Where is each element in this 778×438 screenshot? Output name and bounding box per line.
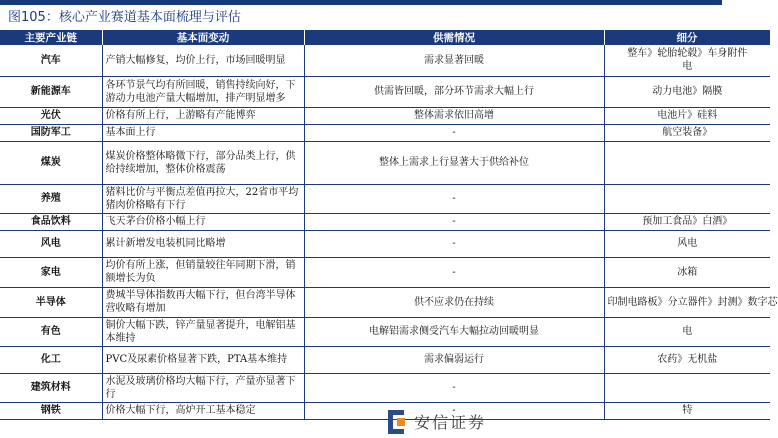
cell-supply: - [304, 230, 604, 257]
cell-supply: 需求偏弱运行 [304, 346, 604, 373]
cell-segment: 预加工食品》白酒》 [604, 213, 770, 230]
cell-industry: 半导体 [0, 287, 102, 317]
cell-industry: 家电 [0, 257, 102, 287]
cell-change: 铜价大幅下跌，锌产量显著提升，电解铝基本维持 [102, 317, 304, 346]
header-segment: 细分 [604, 30, 770, 45]
cell-industry: 有色 [0, 317, 102, 346]
cell-supply: 整体上需求上行显著大于供给补位 [304, 141, 604, 184]
cell-industry: 建筑材料 [0, 373, 102, 402]
cell-supply: - [304, 184, 604, 213]
cell-supply: 需求显著回暖 [304, 45, 604, 76]
table-row [0, 107, 770, 124]
cell-segment [604, 373, 770, 402]
brand-watermark [388, 408, 518, 435]
cell-segment: 电池片》硅料 [604, 107, 770, 124]
cell-supply: - [304, 402, 604, 419]
cell-segment: 动力电池》隔膜 [604, 76, 770, 107]
cell-change: 猪料比价与平衡点差值再拉大，22省市平均猪肉价格略有下行 [102, 184, 304, 213]
cell-change: 煤炭价格整体略微下行，部分品类上行，供给持续增加，整体价格震荡 [102, 141, 304, 184]
table-row [0, 141, 770, 184]
industry-table [0, 30, 778, 420]
table-row [0, 213, 770, 230]
cell-industry: 钢铁 [0, 402, 102, 419]
cell-supply: - [304, 213, 604, 230]
cell-change: 产销大幅修复，均价上行，市场回暖明显 [102, 45, 304, 76]
table-row [0, 184, 770, 213]
cell-segment [604, 141, 770, 184]
brand-name: 安信证券 [414, 413, 487, 432]
cell-supply: 供需皆回暖，部分环节需求大幅上行 [304, 76, 604, 107]
cell-segment: 农药》无机盐 [604, 346, 770, 373]
cell-change: 费城半导体指数再大幅下行，但台湾半导体营收略有增加 [102, 287, 304, 317]
cell-supply: 电解铝需求侧受汽车大幅拉动回暖明显 [304, 317, 604, 346]
brand-logo-icon [388, 410, 408, 434]
figure-title: 图105：核心产业赛道基本面梳理与评估 [8, 10, 241, 25]
cell-change: 飞天茅台价格小幅上行 [102, 213, 304, 230]
table-row [0, 373, 770, 402]
cell-change: 累计新增发电装机同比略增 [102, 230, 304, 257]
cell-industry: 国防军工 [0, 124, 102, 141]
cell-industry: 食品饮料 [0, 213, 102, 230]
cell-segment: 风电 [604, 230, 770, 257]
cell-industry: 煤炭 [0, 141, 102, 184]
cell-supply: - [304, 124, 604, 141]
top-accent-bar [0, 0, 722, 5]
table-row [0, 287, 770, 317]
cell-industry: 汽车 [0, 45, 102, 76]
cell-supply: - [304, 257, 604, 287]
cell-supply: - [304, 373, 604, 402]
cell-segment [604, 184, 770, 213]
cell-change: 均价有所上涨，但销量较往年同期下滑，销额增长为负 [102, 257, 304, 287]
cell-change: 价格有所上行，上游略有产能博弈 [102, 107, 304, 124]
cell-change: 价格大幅下行，高炉开工基本稳定 [102, 402, 304, 419]
cell-segment: 整车》轮胎轮毂》车身附件 电 [604, 45, 770, 76]
table-row [0, 346, 770, 373]
table-row [0, 76, 770, 107]
cell-industry: 新能源车 [0, 76, 102, 107]
cell-industry: 光伏 [0, 107, 102, 124]
cell-change: 水泥及玻璃价格均大幅下行，产量亦显著下行 [102, 373, 304, 402]
cell-industry: 风电 [0, 230, 102, 257]
table-row [0, 402, 770, 419]
table-row [0, 257, 770, 287]
cell-industry: 化工 [0, 346, 102, 373]
cell-segment: 冰箱 [604, 257, 770, 287]
table-header-row [0, 30, 770, 45]
table-body [0, 45, 778, 419]
table-row [0, 317, 770, 346]
table-row [0, 124, 770, 141]
table-row [0, 45, 770, 76]
table-row [0, 230, 770, 257]
header-supply: 供需情况 [304, 30, 604, 45]
cell-segment: 特 [604, 402, 770, 419]
cell-industry: 养殖 [0, 184, 102, 213]
cell-change: 基本面上行 [102, 124, 304, 141]
cell-supply: 供不应求仍在持续 [304, 287, 604, 317]
header-industry: 主要产业链 [0, 30, 102, 45]
table-container [0, 30, 778, 435]
cell-supply: 整体需求依旧高增 [304, 107, 604, 124]
cell-segment: 电 [604, 317, 770, 346]
cell-change: PVC及尿素价格显著下跌，PTA基本维持 [102, 346, 304, 373]
cell-segment: 印制电路板》分立器件》封测》数字芯 [604, 287, 770, 317]
header-change: 基本面变动 [102, 30, 304, 45]
cell-segment: 航空装备》 [604, 124, 770, 141]
cell-change: 各环节景气均有所回暖，销售持续向好，下游动力电池产量大幅增加，排产明显增多 [102, 76, 304, 107]
